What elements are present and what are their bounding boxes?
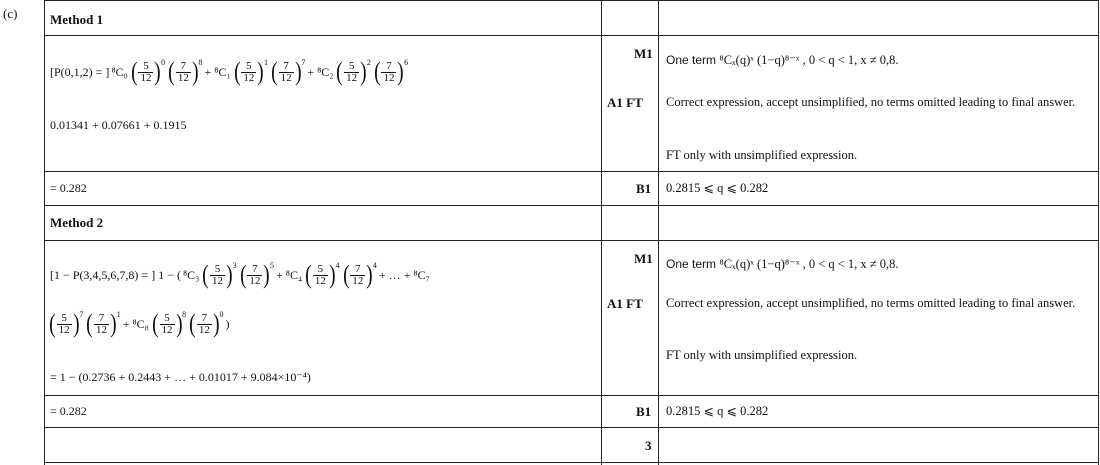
method2-term-c7: + … + ⁸C₇ — [378, 267, 430, 282]
method1-heading: Method 1 — [50, 12, 104, 27]
method2-equation-line1: [1 − P(3,4,5,6,7,8) = ] 1 − ( ⁸C₃ ( $\frac{5}{12}$ ) $^3$ ( $\frac{7}{12}$ ) $^5$ + ⁸C₄ ( $\frac{5}{12}$ ) $^4$ ( $\frac{7}{12}$ ) $^4$ + … + ⁸C₇ — [50, 260, 430, 289]
method1-mark-b1: B1 — [636, 181, 652, 196]
method1-term-c1: + ⁸C₁ — [204, 64, 231, 79]
method2-m1-formula: ⁸Cₓ(q)ˣ (1−q)⁸⁻ˣ , 0 < q < 1, x ≠ 0,8. — [719, 257, 899, 271]
method1-m1-formula: ⁸Cₓ(q)ˣ (1−q)⁸⁻ˣ , 0 < q < 1, x ≠ 0,8. — [719, 53, 899, 67]
method2-mark-b1: B1 — [636, 404, 652, 419]
method2-term-c4: + ⁸C₄ — [276, 267, 303, 282]
method2-sum-line: = 1 − (0.2736 + 0.2443 + … + 0.01017 + 9.084×10⁻⁴) — [50, 370, 311, 384]
method2-mark-m1: M1 — [634, 251, 653, 266]
total-marks: 3 — [645, 438, 652, 453]
method1-sum-line: 0.01341 + 0.07661 + 0.1915 — [50, 118, 187, 132]
method2-eq-prefix: [1 − P(3,4,5,6,7,8) = ] 1 − ( — [50, 267, 181, 282]
method2-ft-text: FT only with unsimplified expression. — [666, 348, 858, 362]
method1-b1-text: 0.2815 ⩽ q ⩽ 0.282 — [666, 181, 769, 195]
method1-eq-prefix: [P(0,1,2) = ] — [50, 64, 110, 79]
method1-a1-text: Correct expression, accept unsimplified, no terms omitted leading to final answer. — [666, 95, 1076, 109]
method1-m1-text: One term ⁸Cₓ(q)ˣ (1−q)⁸⁻ˣ , 0 < q < 1, x ≠ 0,8. — [666, 53, 899, 67]
method1-mark-a1: A1 FT — [607, 95, 643, 110]
method2-m1-text: One term ⁸Cₓ(q)ˣ (1−q)⁸⁻ˣ , 0 < q < 1, x ≠ 0,8. — [666, 257, 899, 271]
method1-term-c0: ⁸C₀ — [111, 64, 128, 79]
method2-b1-text: 0.2815 ⩽ q ⩽ 0.282 — [666, 404, 769, 418]
method1-result: = 0.282 — [50, 181, 87, 195]
method2-term-c3: ⁸C₃ — [182, 267, 200, 282]
part-label: (c) — [3, 6, 18, 21]
method1-equation: [P(0,1,2) = ] ⁸C₀ ( $\frac{5}{12}$ ) $^0$ ( $\frac{7}{12}$ ) $^8$ + ⁸C₁ ( $\frac{5}{12}$ ) $^1$ ( $\frac{7}{12}$ ) $^7$ + ⁸C₂ ( $\frac{5}{12}$ ) $^2$ ( $\frac{7}{12}$ ) $^6$ — [50, 57, 409, 86]
method1-mark-m1: M1 — [634, 46, 653, 61]
method2-term-c8: + ⁸C₈ — [122, 316, 149, 331]
method2-result: = 0.282 — [50, 404, 87, 418]
method2-a1-text: Correct expression, accept unsimplified, no terms omitted leading to final answer. — [666, 296, 1076, 310]
method1-term-c2: + ⁸C₂ — [307, 64, 334, 79]
method1-ft-text: FT only with unsimplified expression. — [666, 148, 858, 162]
method2-heading: Method 2 — [50, 215, 104, 230]
method2-equation-line2: ( $\frac{5}{12}$ ) $^7$ ( $\frac{7}{12}$ ) $^1$ + ⁸C₈ ( $\frac{5}{12}$ ) $^8$ ( $\frac{7}{12}$ ) $^0$ ) — [49, 309, 230, 338]
method2-mark-a1: A1 FT — [607, 296, 643, 311]
